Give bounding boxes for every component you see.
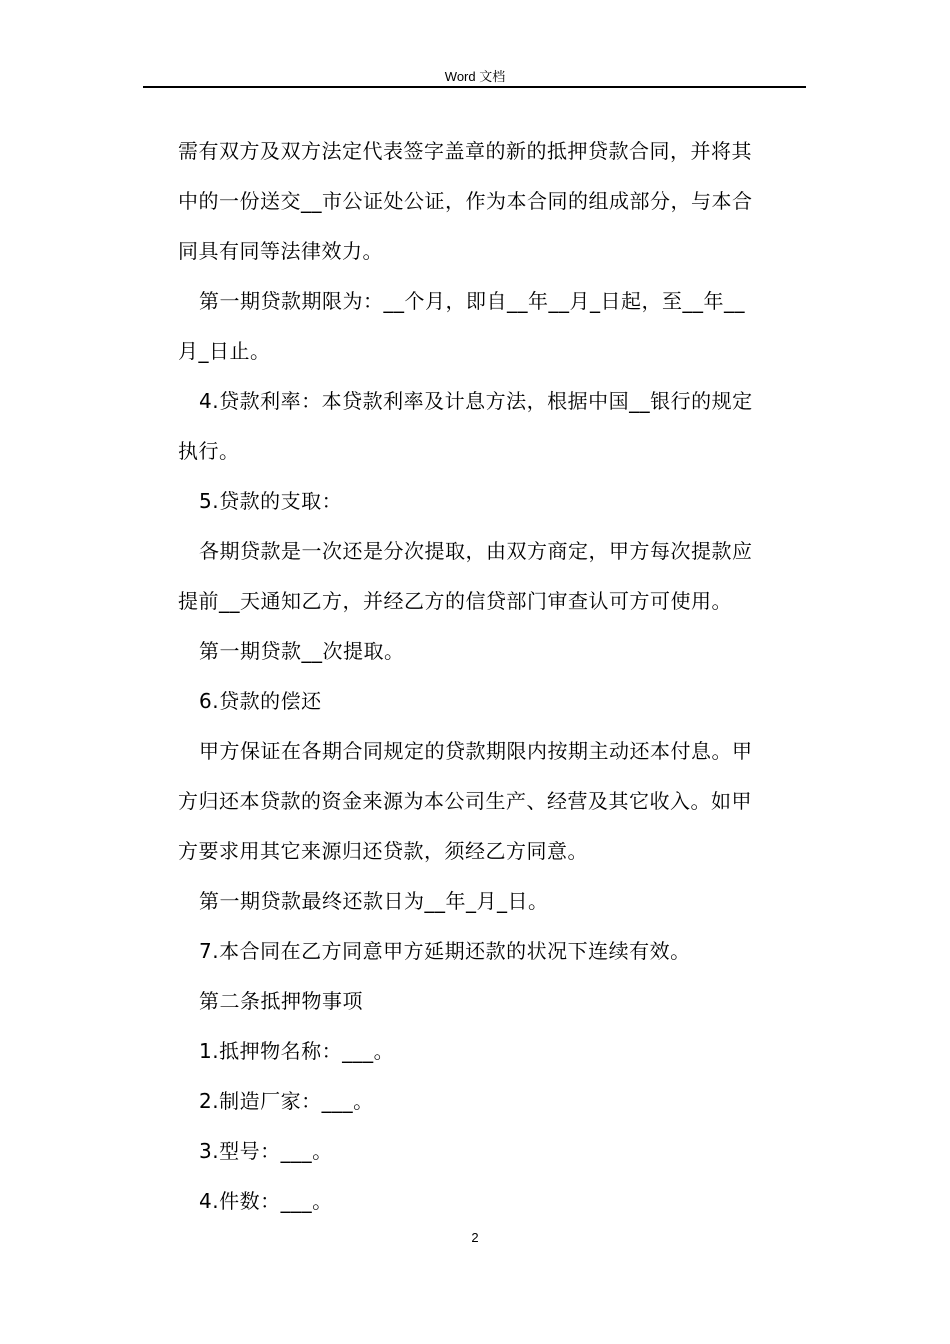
- text-line: 6.贷款的偿还: [199, 689, 322, 713]
- header-divider: [143, 86, 806, 88]
- text-line: 4.件数：___。: [199, 1189, 333, 1213]
- text-line: 2.制造厂家：___。: [199, 1089, 374, 1113]
- page-number: 2: [471, 1230, 479, 1245]
- text-line: 同具有同等法律效力。: [178, 239, 383, 263]
- text-line: 5.贷款的支取：: [199, 489, 343, 513]
- page-header: Word 文档: [444, 69, 506, 84]
- document-body: [178, 126, 810, 1226]
- text-line: 月_日止。: [178, 339, 271, 363]
- text-line: 3.型号：___。: [199, 1139, 333, 1163]
- text-line: 4.贷款利率：本贷款利率及计息方法，根据中国__银行的规定: [199, 389, 753, 413]
- text-line: 各期贷款是一次还是分次提取，由双方商定，甲方每次提款应: [199, 539, 753, 563]
- text-line: 需有双方及双方法定代表签字盖章的新的抵押贷款合同，并将其: [178, 139, 752, 163]
- text-line: 方归还本贷款的资金来源为本公司生产、经营及其它收入。如甲: [178, 789, 752, 813]
- text-line: 提前__天通知乙方，并经乙方的信贷部门审查认可方可使用。: [178, 589, 732, 613]
- text-line: 第一期贷款期限为：__个月，即自__年__月_日起，至__年__: [199, 289, 745, 313]
- text-line: 1.抵押物名称：___。: [199, 1039, 395, 1063]
- text-line: 甲方保证在各期合同规定的贷款期限内按期主动还本付息。甲: [199, 739, 753, 763]
- text-line: 方要求用其它来源归还贷款，须经乙方同意。: [178, 839, 588, 863]
- text-line: 第一期贷款最终还款日为__年_月_日。: [199, 889, 549, 913]
- text-line: 第一期贷款__次提取。: [199, 639, 405, 663]
- text-line: 7.本合同在乙方同意甲方延期还款的状况下连续有效。: [199, 939, 691, 963]
- text-line: 执行。: [178, 439, 240, 463]
- text-line: 中的一份送交__市公证处公证，作为本合同的组成部分，与本合: [178, 189, 753, 213]
- text-line: 第二条抵押物事项: [199, 989, 363, 1013]
